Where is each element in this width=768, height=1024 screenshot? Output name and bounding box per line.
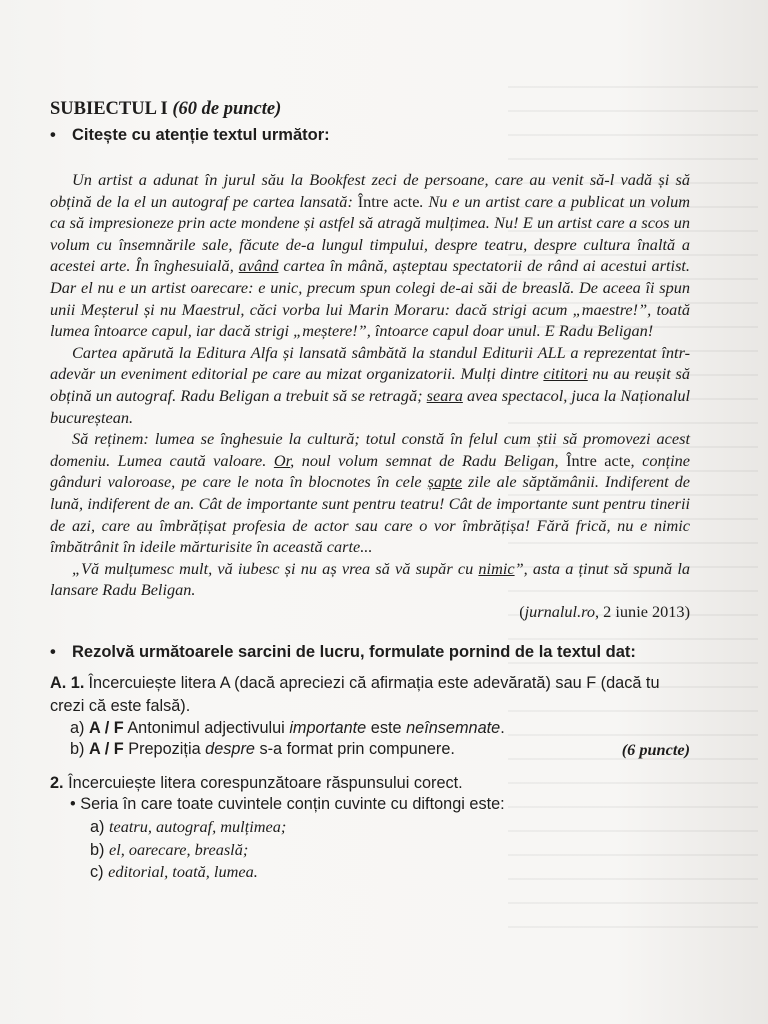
passage-source: (jurnalul.ro, 2 iunie 2013) [519, 601, 690, 621]
passage-paragraph-4 [50, 558, 690, 601]
underlined-word: seara [426, 385, 463, 405]
task-a1-prompt [50, 672, 690, 717]
option-letter: c) [90, 863, 104, 882]
task-a1-label: A. 1. [50, 674, 85, 693]
underlined-word: cititori [543, 364, 588, 384]
item-text: s-a format prin compunere. [254, 740, 455, 759]
task-2-question-text: Seria în care toate cuvintele conțin cuvinte cu diftongi este: [80, 795, 505, 814]
task-a1 [50, 672, 690, 760]
passage-paragraph-2 [50, 342, 690, 428]
task-a1-prompt-text: Încercuiește litera A (dacă apreciezi că afirmația este adevărată) sau F (dacă tu crezi că este falsă). [50, 674, 660, 716]
passage [50, 169, 690, 622]
passage-text: zile ale săptămânii. Indiferent de lună, indiferent de an. Cât de importante sunt pentru teatru! Cât de importante sunt pentru tinerii de azi, care au îmbrățișat profesia de actor sau care o vor îmbrățișa! Fără frică, nu e nimic îmbătrânit în ideile mărturisite în această carte... [50, 472, 690, 557]
passage-text: Să reținem: lumea se înghesuie la cultură; totul constă în felul cum știi să promovezi acest domeniu. Lumea caută valoare. [50, 429, 690, 470]
task-2 [50, 773, 690, 884]
bullet-icon: • [50, 126, 56, 144]
passage-text: nu au reușit să obțină un autograf. Radu Beligan a trebuit să se retragă; [50, 364, 690, 405]
tasks-instruction-text: Rezolvă următoarele sarcini de lucru, formulate pornind de la textul dat: [72, 643, 636, 662]
exam-content [50, 97, 690, 884]
book-title: Între acte [566, 450, 631, 470]
passage-text: , noul volum semnat de Radu Beligan, [290, 450, 567, 470]
passage-text: „Vă mulțumesc mult, vă iubesc și nu aș vrea să vă supăr cu [72, 558, 479, 578]
item-text: . [500, 718, 505, 737]
task-2-prompt [50, 773, 690, 795]
passage-text: . Nu e un artist care a publicat un volum ca să impresioneze prin acte mondene și astfel să atragă mulțimea. Nu! E un artist care a scos un volum cu însemnările sale, făcute de-a lungul timpului, despre teatru, despre cultura înaltă a acestei arte. În înghesuială, [50, 191, 690, 276]
option-text: teatru, autograf, mulțimea; [109, 817, 287, 837]
subject-heading [50, 97, 690, 121]
item-italic-word: despre [205, 740, 255, 759]
item-text: Antonimul adjectivului [127, 718, 290, 737]
true-false-choice[interactable]: A / F [89, 718, 124, 737]
underlined-word: având [238, 256, 279, 276]
option-text: editorial, toată, lumea. [108, 862, 258, 882]
item-italic-word: importante [289, 718, 367, 737]
passage-paragraph-1 [50, 169, 690, 342]
subject-points: (60 de puncte) [172, 99, 282, 119]
item-text: Prepoziția [128, 740, 206, 759]
item-letter: a) [70, 718, 85, 737]
passage-text: cartea în mână, așteptau spectatorii de rând ai acestui artist. Dar el nu e un artist oarecare: e unic, precum spun colegi de-ai săi de breaslă. De aceea îi spun unii Meșterul și nu Maestrul, căci vorba lui Marin Moraru: dacă strigi acum „maestre!”, toată lumea întoarce capul, iar dacă strigi „meștere!”, întoarce capul doar unul. E Radu Beligan! [50, 256, 690, 341]
item-text: este [366, 718, 407, 737]
read-instruction [50, 123, 690, 147]
underlined-word: nimic [478, 558, 515, 578]
book-title: Între acte [357, 191, 420, 211]
passage-paragraph-3 [50, 428, 690, 558]
passage-text: , conține gânduri valoroase, pe care le nota în blocnotes în cele [50, 450, 691, 492]
subject-title: SUBIECTUL I [50, 99, 168, 119]
task-2-label: 2. [50, 773, 64, 792]
passage-source-line [50, 601, 690, 623]
option-letter: a) [90, 818, 105, 837]
task-2-question [50, 794, 690, 816]
bullet-icon: • [70, 795, 76, 814]
bullet-icon: • [50, 643, 56, 662]
task-a1-item-b [50, 739, 690, 761]
passage-text: Cartea apărută la Editura Alfa și lansată sâmbătă la standul Editurii ALL a reprezentat într-adevăr un eveniment editorial pe care au mizat organizatorii. Mulți dintre [50, 342, 690, 384]
task-2-option-c[interactable] [50, 861, 690, 884]
true-false-choice[interactable]: A / F [89, 740, 124, 759]
task-a1-points: (6 puncte) [621, 740, 690, 760]
underlined-word: șapte [427, 472, 463, 492]
underlined-word: Or [273, 450, 291, 470]
item-italic-word: neînsemnate [406, 718, 501, 737]
passage-text: Un artist a adunat în jurul său la Bookfest zeci de persoane, care au venit să-l vadă și să obțină de la el un autograf pe cartea lansată: [50, 170, 690, 211]
passage-text: avea spectacol, juca la Naționalul bucureștean. [50, 385, 690, 427]
task-2-option-b[interactable] [50, 839, 690, 862]
option-letter: b) [90, 840, 105, 859]
tasks-instruction [50, 640, 690, 664]
passage-text: ”, asta a ținut să spună la lansare Radu Beligan. [50, 558, 690, 600]
item-letter: b) [70, 740, 85, 759]
option-text: el, oarecare, breaslă; [109, 839, 249, 859]
task-2-option-a[interactable] [50, 816, 690, 839]
task-a1-item-a [50, 718, 690, 740]
task-2-prompt-text: Încercuiește litera corespunzătoare răspunsului corect. [68, 773, 463, 792]
read-instruction-text: Citește cu atenție textul următor: [72, 126, 330, 144]
